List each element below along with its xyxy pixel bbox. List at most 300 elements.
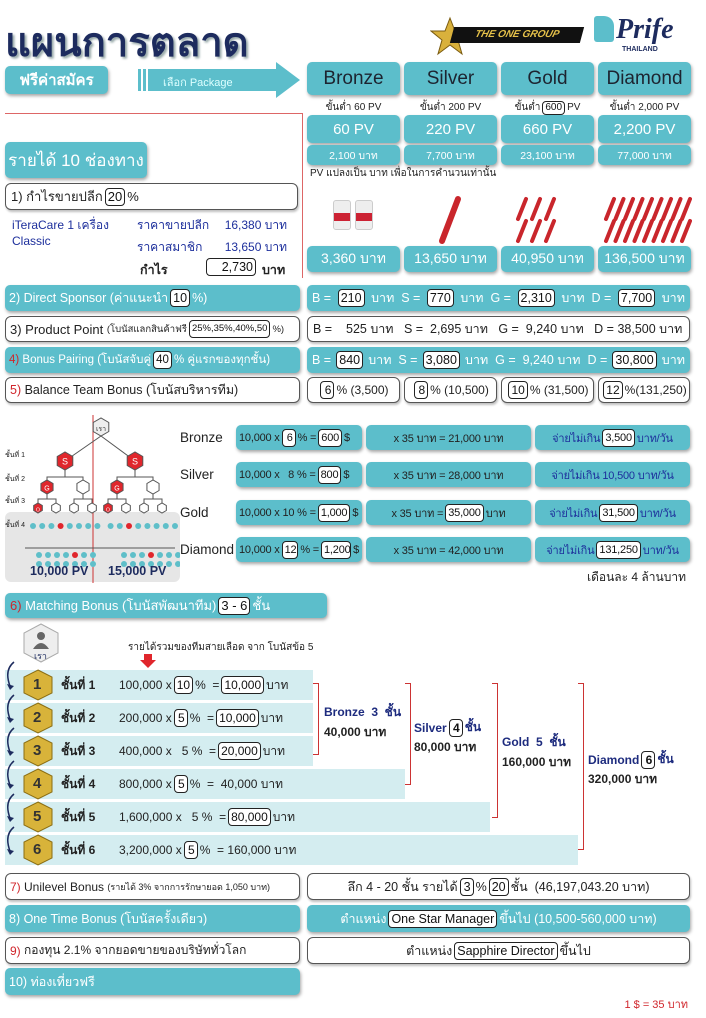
value-box: 31,500 [599,504,637,522]
level-label: ชั้นที่ 1 [61,677,96,692]
text-segment: % (31,500) [529,383,589,397]
svg-text:เรา: เรา [95,426,107,433]
text-segment: ตำแหน่ง [340,911,387,926]
package-minimum [307,100,400,115]
level-calc [119,841,296,860]
matching-tier-amount: 40,000 บาท [324,725,387,739]
package-pv: 660 PV [501,115,594,143]
balance-calc [236,537,362,562]
product-tube [616,199,624,219]
value-box: 840 [336,351,363,369]
level-number-badge [23,669,53,701]
product-tube [518,199,526,219]
income-row-5-label [5,377,300,403]
package-button-diamond[interactable]: Diamond [598,62,691,95]
package-price: 3,360 บาท [307,246,400,272]
income-row-9-values [307,937,690,964]
choose-package-arrow [138,62,300,98]
text-segment: $ [343,468,350,481]
text-segment: B = 525 บาท S = 2,695 บาท G = 9,240 บาท D = 38,500 บาท [313,322,683,336]
value-box: 10,000 [216,709,259,727]
package-minimum [598,100,691,115]
income-row-7-values [307,873,690,900]
package-pv: 60 PV [307,115,400,143]
retail-price: 16,380 บาท [224,218,287,232]
text-segment: x 35 บาท = [391,507,444,520]
text-segment: (รายได้ 3% จากการรักษายอด 1,050 บาท) [107,881,271,892]
member-dot [144,523,150,529]
svg-text:S: S [131,456,139,467]
member-price-label: ราคาสมาชิก [137,240,203,254]
text-segment: 10,000 x 8 % = [239,468,316,481]
member-price-row [137,238,287,257]
balance-note: เดือนละ 4 ล้านบาท [586,570,686,584]
value-box: 10 [174,676,193,694]
text-segment: B = [312,353,332,367]
income-row-4-values [307,347,690,373]
text-segment: x 35 บาท = 21,000 บาท [393,432,504,445]
level-calc [119,808,295,827]
tree-level-label: ชั้นที่ 3 [5,498,25,505]
product-tube [546,221,554,241]
value-box: 3 [460,878,474,896]
product-model: Classic [12,234,51,248]
package-pv: 220 PV [404,115,497,143]
text-segment: Bronze 3 ชั้น [324,705,402,719]
package-minimum [404,100,497,115]
balance-tier-name: Diamond [180,542,235,557]
package-baht: 7,700 บาท [404,145,497,165]
value-box: 7,700 [618,289,655,307]
text-segment: บาท G = 9,240 บาท D = [465,353,608,367]
text-segment: บาท S = [368,353,418,367]
member-dot [76,523,82,529]
text-segment: Unilevel Bonus [20,879,108,894]
package-price: 40,950 บาท [501,246,594,272]
value-box: 600 [318,429,342,447]
free-signup-button[interactable]: ฟรีค่าสมัคร [5,66,108,94]
member-dot [126,523,132,529]
connector-arrow-icon [4,759,18,789]
balance-thb [366,500,531,525]
member-price: 13,650 บาท [224,240,287,254]
product-tube [532,199,540,219]
item-number: 4) [9,354,20,366]
level-number: 1 [33,676,42,693]
text-segment: $ [344,431,350,444]
balance-calc [236,462,362,487]
text-segment: บาท S = [371,291,421,305]
member-dot [163,523,169,529]
member-dot [45,552,51,558]
text-segment: %) [272,323,285,335]
value-box: 600 [542,101,565,115]
level-number-badge [23,735,53,767]
text-segment: x 35 บาท = 28,000 บาท [393,469,504,482]
product-tube [644,221,652,241]
value-box: 40 [153,351,172,369]
member-dot [58,523,64,529]
member-dot [139,552,145,558]
income-row-2-label [5,285,300,311]
value-box: 2,310 [518,289,555,307]
connector-arrow-icon [4,792,18,822]
package-minimum [501,100,594,115]
text-segment: 100,000 x [119,678,172,692]
value-box: 5 [174,709,188,727]
income-row-4-label [5,347,300,373]
package-pv: 2,200 PV [598,115,691,143]
member-dot [157,552,163,558]
tree-right-pv: 15,000 PV [108,564,167,578]
value-box: 20 [105,188,125,206]
balance-calc [236,500,362,525]
product-name: iTeraCare 1 เครื่อง [12,218,110,232]
text-segment: ตำแหน่ง [406,943,453,958]
text-segment: 8) One Time Bonus (โบนัสครั้งเดียว) [9,911,208,926]
svg-text:O: O [36,507,40,514]
value-box: 6 [641,751,655,769]
package-baht: 2,100 บาท [307,145,400,165]
text-segment: บาท G = [460,291,511,305]
text-segment: ขั้นต่ำ 2,000 PV [609,102,680,113]
text-segment: Matching Bonus (โบนัสพัฒนาทีม) [21,598,217,613]
text-segment: % = [195,678,220,692]
empty-node [77,480,89,494]
level-number: 2 [33,709,42,726]
balance-cap [535,462,690,487]
text-segment: บาท [266,677,289,692]
text-segment: % (3,500) [336,383,389,397]
text-segment: %) [192,291,208,305]
text-segment: ชั้น [657,752,674,766]
value-box: 30,800 [612,351,656,369]
value-box: 80,000 [228,808,271,826]
the-one-group-logo [430,16,582,56]
text-segment: กองทุน 2.1% จากยอดขายของบริษัททั่วโลก [20,943,247,957]
member-dot [85,523,91,529]
text-segment: % = [300,543,320,556]
balance-percent-box [501,377,594,403]
text-segment: ขั้นต่ำ 60 PV [325,102,382,113]
bracket-line [578,683,584,850]
retail-profit-row [5,183,298,210]
page-title: แผนการตลาด [5,21,249,65]
level-number: 5 [33,808,42,825]
text-segment: Gold 5 ชั้น [502,735,566,749]
value-box: 6 [282,429,296,447]
income-row-8-values [307,905,690,932]
package-baht: 23,100 บาท [501,145,594,165]
value-box: 20 [489,878,509,896]
member-dot [48,523,54,529]
text-segment: % [475,879,487,894]
tree-level-label: ชั้นที่ 2 [5,476,25,483]
text-segment: บาท/วัน [642,544,679,557]
value-box: 3,500 [602,429,635,447]
package-price: 136,500 บาท [598,246,691,272]
bracket-line [405,683,411,785]
balance-tier-name: Gold [180,505,209,520]
level3-node [158,503,167,513]
income-row-9-label [5,937,300,964]
balance-thb [366,537,531,562]
product-tube [673,221,681,241]
item-number: 5) [10,383,22,397]
product-tube [663,199,671,219]
level-number-badge [23,834,53,866]
text-segment: บาท [272,809,296,824]
text-segment: ขึ้นไป (10,500-560,000 บาท) [499,911,657,926]
text-segment: บาท [661,291,685,305]
svg-text:G: G [114,485,120,493]
income-row-3-label [5,316,300,342]
level3-node [52,503,61,513]
income-row-8-label [5,905,300,932]
choose-package-label: เลือก Package [163,77,233,89]
text-segment: B = [312,291,332,305]
text-segment: 3) Product Point [10,321,107,337]
package-price: 13,650 บาท [404,246,497,272]
member-dot [39,523,45,529]
text-segment: จ่ายไม่เกิน [552,432,601,445]
text-segment: 1) กำไรขายปลีก [11,189,103,204]
package-button-bronze[interactable]: Bronze [307,62,400,95]
text-segment: 10) ท่องเที่ยวฟรี [9,974,95,989]
level-calc [119,709,283,728]
text-segment: Silver [414,720,447,735]
bracket-line [313,683,319,755]
value-box: Sapphire Director [454,942,557,960]
matching-level-row [5,835,578,865]
matching-tier-amount: 320,000 บาท [588,772,657,786]
member-dot [94,523,100,529]
text-segment: ขั้นต่ำ [514,102,541,113]
me-avatar: เรา [22,623,60,663]
member-dot [67,523,73,529]
product-image-silver [430,195,470,245]
value-box: 770 [427,289,454,307]
text-segment: (โบนัสแลกสินค้าฟรี [106,323,187,335]
text-segment: บาท [262,743,286,758]
svg-text:S: S [61,456,69,467]
text-segment: % = [189,711,215,725]
text-segment: ขึ้นไป [559,943,591,958]
level-number: 3 [33,742,42,759]
text-segment: % [127,189,139,204]
level-number-badge [23,768,53,800]
value-box: One Star Manager [388,910,497,928]
level3-node [88,503,97,513]
svg-text:O: O [106,507,110,514]
member-dot [72,552,78,558]
text-segment: บาท [485,507,506,520]
text-segment: $ [353,543,359,556]
product-tube [625,199,633,219]
member-dot [117,523,123,529]
text-segment: PV [567,102,581,113]
text-segment: 800,000 x [119,777,172,791]
product-image-bronze [333,200,383,240]
level3-node [140,503,149,513]
value-box: 6 [320,381,334,399]
value-box: 12 [603,381,622,399]
value-box: 5 [184,841,198,859]
member-dot [148,552,154,558]
text-segment: $ [352,506,359,519]
member-dot [81,552,87,558]
text-segment: % = 40,000 บาท [189,776,284,791]
matching-level-row [5,736,313,766]
product-tube [616,221,624,241]
exchange-rate-note: 1 $ = 35 บาท [624,999,688,1011]
balance-calc [236,425,362,450]
value-box: 8 [414,381,428,399]
matching-level-row [5,670,313,700]
text-segment: 10,000 x [239,431,280,444]
text-segment: บาท [260,710,284,725]
level-calc [119,742,285,761]
item-number: 7) [10,879,21,894]
value-box: 5 [174,775,188,793]
member-dot [166,561,172,567]
tree-level-label: ชั้นที่ 4 [5,522,25,529]
balance-tier-name: Silver [180,467,214,482]
value-box: 35,000 [445,504,483,522]
retail-price-label: ราคาขายปลีก [137,218,210,232]
text-segment: % = 160,000 บาท [199,842,297,857]
product-tube [518,221,526,241]
balance-percent-box [598,377,690,403]
text-segment: จ่ายไม่เกิน [546,544,595,557]
member-dot [54,552,60,558]
prife-logo: Prife THAILAND [594,14,690,58]
product-tube [673,199,681,219]
value-box: 800 [318,466,342,484]
product-image-gold [510,195,570,245]
level3-node [70,503,79,513]
text-segment: ขั้นต่ำ 200 PV [419,102,482,113]
item-number: 9) [10,943,21,958]
member-dot [108,523,114,529]
text-segment: ชั้น [464,720,482,734]
matching-note: รายได้รวมของทีมสายเลือด จาก โบนัสข้อ 5 [128,642,314,653]
member-dot [172,523,178,529]
package-button-silver[interactable]: Silver [404,62,497,95]
balance-percent-box [404,377,497,403]
connector-arrow-icon [4,693,18,723]
level3-node [122,503,131,513]
member-dot [135,523,141,529]
binary-tree-diagram [5,415,180,583]
balance-percent-box [307,377,400,403]
pv-note: PV แปลงเป็น บาท เพื่อในการคำนวนเท่านั้น [310,168,497,179]
member-dot [130,552,136,558]
logo-text: THE ONE GROUP [450,27,584,43]
product-tube [532,221,540,241]
value-box: 131,250 [596,541,640,559]
balance-cap [535,425,690,450]
value-box: 25%,35%,40%,50 [189,320,271,338]
matching-tier-label [414,718,481,737]
balance-thb [366,425,531,450]
text-segment: 2) Direct Sponsor (ค่าแนะนำ [9,291,169,305]
text-segment: Balance Team Bonus (โบนัสบริหารทีม) [21,383,239,397]
text-segment: 400,000 x 5 % = [119,744,217,758]
matching-level-row [5,703,313,733]
level-number-badge [23,702,53,734]
level-number: 6 [33,841,42,858]
text-segment: บาท [661,353,685,367]
level-label: ชั้นที่ 2 [61,710,96,725]
product-tube [606,199,614,219]
value-box: 1,000 [318,504,351,522]
tree-left-pv: 10,000 PV [30,564,89,578]
balance-cap [535,537,690,562]
connector-arrow-icon [4,825,18,855]
value-box: 210 [338,289,365,307]
member-dot [90,552,96,558]
package-button-gold[interactable]: Gold [501,62,594,95]
tree-level-label: ชั้นที่ 1 [5,452,25,459]
value-box: 10,000 [221,676,264,694]
text-segment: Diamond [588,752,640,767]
text-segment: ชั้น [252,598,271,613]
level-label: ชั้นที่ 4 [61,776,96,791]
value-box: 1,200 [321,541,351,559]
text-segment: % คู่แรกของทุกชั้น) [173,354,271,366]
product-tube [625,221,633,241]
member-dot [166,552,172,558]
member-dot [121,552,127,558]
product-tube [644,199,652,219]
text-segment: % = [297,431,317,444]
balance-thb [366,462,531,487]
empty-node [147,480,159,494]
text-segment: 200,000 x [119,711,172,725]
text-segment: 1,600,000 x 5 % = [119,810,227,824]
retail-price-row [137,216,287,235]
product-tube [682,199,690,219]
level-number: 4 [33,775,42,792]
matching-tier-amount: 80,000 บาท [414,740,477,754]
text-segment: บาท D = [561,291,612,305]
member-dot [154,523,160,529]
matching-tier-label [588,750,674,769]
value-box: 3 - 6 [218,597,250,615]
income-row-10-label [5,968,300,995]
level-label: ชั้นที่ 6 [61,842,96,857]
product-image-diamond [598,195,692,245]
matching-bonus-header [5,593,327,618]
text-segment: 10,000 x [239,543,280,556]
value-box: 3,080 [423,351,460,369]
connector-arrow-icon [4,726,18,756]
text-segment: ชั้น (46,197,043.20 บาท) [510,879,650,894]
text-segment: Bonus Pairing (โบนัสจับคู่ [19,354,152,366]
member-dot [30,523,36,529]
level-calc [119,676,288,695]
matching-tier-label [324,703,401,722]
value-box: 12 [282,541,299,559]
income-title: รายได้ 10 ช่องทาง [5,142,147,178]
value-box: 4 [449,719,463,737]
text-segment: จ่ายไม่เกิน 10,500 บาท/วัน [551,469,674,482]
text-segment: %(131,250) [624,383,687,397]
profit-label: กำไร [140,263,168,277]
product-tube [635,221,643,241]
member-dot [36,552,42,558]
